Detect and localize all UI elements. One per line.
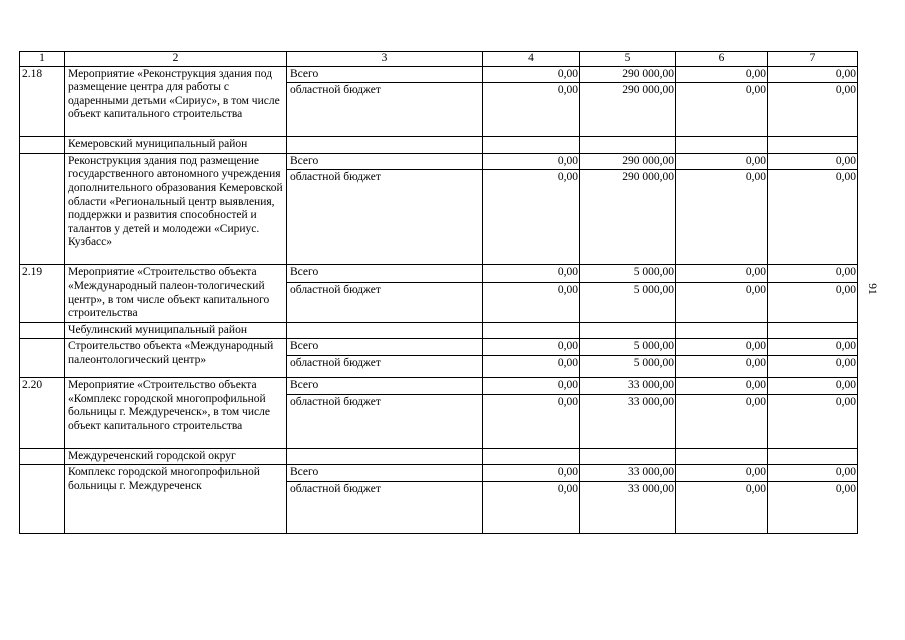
row-label-regional: областной бюджет: [287, 83, 483, 137]
table-row: [20, 66, 858, 83]
value-cell: 0,00: [768, 83, 858, 137]
value-cell: 290 000,00: [580, 66, 676, 83]
value-cell: 0,00: [676, 265, 768, 282]
table-row: [20, 465, 858, 482]
district-name: Кемеровский муниципальный район: [65, 137, 287, 154]
header-row: [20, 52, 858, 67]
table-row: [20, 153, 858, 170]
district-row: [20, 137, 858, 154]
row-label-total: Всего: [287, 339, 483, 356]
value-cell: 0,00: [483, 355, 580, 377]
value-cell: 0,00: [676, 170, 768, 265]
value-cell: 0,00: [768, 355, 858, 377]
value-cell: 0,00: [676, 377, 768, 394]
district-name: Чебулинский муниципальный район: [65, 322, 287, 339]
value-cell: 33 000,00: [580, 465, 676, 482]
value-cell: 0,00: [676, 355, 768, 377]
value-cell: 0,00: [768, 265, 858, 282]
column-header: 2: [65, 52, 287, 67]
value-cell: 0,00: [676, 83, 768, 137]
value-cell: 0,00: [483, 339, 580, 356]
item-index: 2.19: [20, 265, 65, 322]
value-cell: 0,00: [676, 481, 768, 533]
value-cell: 5 000,00: [580, 355, 676, 377]
object-name: Комплекс городской многопрофильной больницы г. Междуреченск: [65, 465, 287, 534]
district-row: [20, 448, 858, 465]
item-index: 2.20: [20, 377, 65, 448]
item-title: Мероприятие «Реконструкция здания под размещение центра для работы с одаренными детьми «Сириус», в том числе объект капитального строительства: [65, 66, 287, 137]
object-name: Реконструкция здания под размещение государственного автономного учреждения дополнительного образования Кемеровской области «Региональный центр выявления, поддержки и развития способностей и талантов у детей и молодежи «Сириус. Кузбасс»: [65, 153, 287, 265]
value-cell: 0,00: [483, 282, 580, 322]
row-label-total: Всего: [287, 265, 483, 282]
table-row: [20, 265, 858, 282]
value-cell: 0,00: [768, 481, 858, 533]
value-cell: 0,00: [676, 66, 768, 83]
value-cell: 0,00: [483, 265, 580, 282]
value-cell: 0,00: [768, 339, 858, 356]
row-label-regional: областной бюджет: [287, 282, 483, 322]
value-cell: 290 000,00: [580, 153, 676, 170]
row-label-regional: областной бюджет: [287, 481, 483, 533]
value-cell: 0,00: [483, 153, 580, 170]
value-cell: 0,00: [768, 282, 858, 322]
item-title: Мероприятие «Строительство объекта «Международный палеон-тологический центр», в том числе объект капитального строительства: [65, 265, 287, 322]
row-label-total: Всего: [287, 377, 483, 394]
value-cell: 0,00: [483, 481, 580, 533]
budget-table: [19, 51, 858, 534]
item-title: Мероприятие «Строительство объекта «Комплекс городской многопрофильной больницы г. Междуреченск», в том числе объект капитального строительства: [65, 377, 287, 448]
row-label-total: Всего: [287, 66, 483, 83]
value-cell: 0,00: [768, 377, 858, 394]
column-header: 4: [483, 52, 580, 67]
row-label-regional: областной бюджет: [287, 170, 483, 265]
value-cell: 0,00: [768, 153, 858, 170]
page-number: 91: [865, 283, 878, 295]
value-cell: 0,00: [768, 170, 858, 265]
column-header: 5: [580, 52, 676, 67]
value-cell: 5 000,00: [580, 282, 676, 322]
value-cell: 0,00: [483, 394, 580, 448]
value-cell: 5 000,00: [580, 265, 676, 282]
value-cell: 33 000,00: [580, 394, 676, 448]
value-cell: 0,00: [483, 465, 580, 482]
district-name: Междуреченский городской округ: [65, 448, 287, 465]
value-cell: 0,00: [676, 339, 768, 356]
value-cell: 0,00: [768, 465, 858, 482]
object-name: Строительство объекта «Международный палеонтологический центр»: [65, 339, 287, 378]
row-label-regional: областной бюджет: [287, 394, 483, 448]
value-cell: 0,00: [676, 394, 768, 448]
item-index: 2.18: [20, 66, 65, 137]
value-cell: 33 000,00: [580, 481, 676, 533]
row-label-total: Всего: [287, 153, 483, 170]
value-cell: 290 000,00: [580, 170, 676, 265]
district-row: [20, 322, 858, 339]
column-header: 6: [676, 52, 768, 67]
value-cell: 0,00: [483, 83, 580, 137]
column-header: 7: [768, 52, 858, 67]
row-label-total: Всего: [287, 465, 483, 482]
table-row: [20, 339, 858, 356]
column-header: 1: [20, 52, 65, 67]
value-cell: 0,00: [768, 394, 858, 448]
value-cell: 0,00: [483, 66, 580, 83]
value-cell: 5 000,00: [580, 339, 676, 356]
value-cell: 0,00: [676, 153, 768, 170]
value-cell: 0,00: [768, 66, 858, 83]
column-header: 3: [287, 52, 483, 67]
value-cell: 290 000,00: [580, 83, 676, 137]
row-label-regional: областной бюджет: [287, 355, 483, 377]
value-cell: 0,00: [676, 465, 768, 482]
table-row: [20, 377, 858, 394]
value-cell: 0,00: [676, 282, 768, 322]
value-cell: 0,00: [483, 170, 580, 265]
value-cell: 33 000,00: [580, 377, 676, 394]
value-cell: 0,00: [483, 377, 580, 394]
